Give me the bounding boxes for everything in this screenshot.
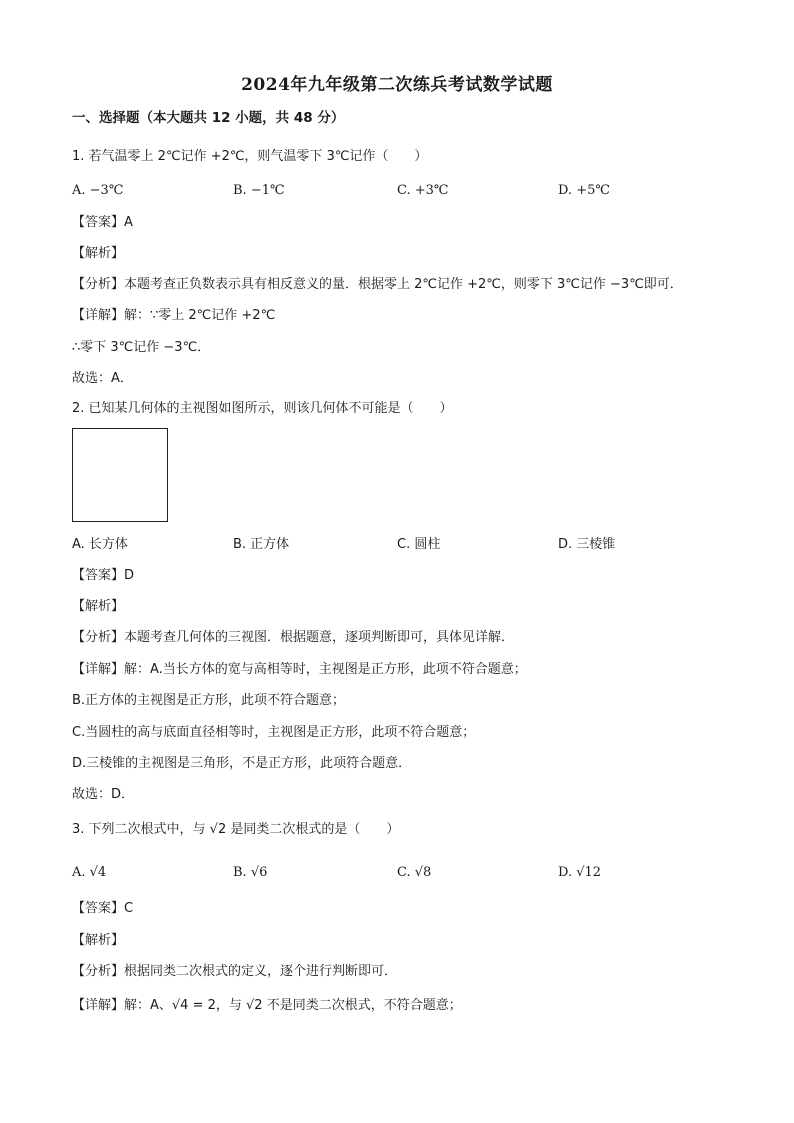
q2-analysis: 【分析】本题考查几何体的三视图．根据题意，逐项判断即可，具体见详解．: [72, 630, 515, 645]
q1-detail: 【详解】解：∵零上 2℃记作 +2℃: [72, 308, 276, 323]
front-view-square-figure: [72, 428, 168, 522]
q3-option-a: A. √4: [72, 865, 107, 880]
page-title: 2024年九年级第二次练兵考试数学试题: [241, 75, 553, 95]
q1-answer: 【答案】A: [72, 215, 133, 230]
q3-answer: 【答案】C: [72, 901, 134, 916]
q2-detail-c: C.当圆柱的高与底面直径相等时，主视图是正方形，此项不符合题意；: [72, 725, 476, 740]
question-2-stem: 2. 已知某几何体的主视图如图所示，则该几何体不可能是（ ）: [72, 401, 453, 416]
question-1-stem: 1. 若气温零上 2℃记作 +2℃，则气温零下 3℃记作（ ）: [72, 149, 428, 164]
q2-detail-d: D.三棱锥的主视图是三角形，不是正方形，此项符合题意．: [72, 756, 412, 771]
q2-option-c: C. 圆柱: [397, 537, 441, 552]
q3-analysis: 【分析】根据同类二次根式的定义，逐个进行判断即可．: [72, 964, 398, 979]
q1-detail-2: ∴零下 3℃记作 −3℃．: [72, 340, 211, 355]
q2-option-b: B. 正方体: [233, 537, 290, 552]
q2-analysis-label: 【解析】: [72, 599, 125, 614]
q1-option-b: B. −1℃: [233, 183, 285, 198]
q1-analysis: 【分析】本题考查正负数表示具有相反意义的量．根据零上 2℃记作 +2℃，则零下 3℃记作 −3℃即可．: [72, 277, 683, 292]
q1-analysis-label: 【解析】: [72, 246, 125, 261]
q2-answer: 【答案】D: [72, 568, 135, 583]
q1-option-c: C. +3℃: [397, 183, 449, 198]
q1-option-a: A. −3℃: [72, 183, 124, 198]
section-heading: 一、选择题（本大题共 12 小题，共 48 分）: [72, 110, 345, 126]
q3-detail: 【详解】解：A、√4 = 2，与 √2 不是同类二次根式，不符合题意；: [72, 998, 462, 1013]
q2-detail-b: B.正方体的主视图是正方形，此项不符合题意；: [72, 693, 346, 708]
q3-option-b: B. √6: [233, 865, 268, 880]
q2-detail: 【详解】解：A.当长方体的宽与高相等时，主视图是正方形，此项不符合题意；: [72, 662, 527, 677]
q1-option-d: D. +5℃: [558, 183, 610, 198]
q2-option-a: A. 长方体: [72, 537, 128, 552]
q3-option-d: D. √12: [558, 865, 602, 880]
q2-option-d: D. 三棱锥: [558, 537, 616, 552]
q2-choice: 故选：D．: [72, 787, 135, 802]
q1-choice: 故选：A．: [72, 371, 133, 386]
q3-analysis-label: 【解析】: [72, 933, 125, 948]
question-3-stem: 3. 下列二次根式中，与 √2 是同类二次根式的是（ ）: [72, 822, 400, 837]
q3-option-c: C. √8: [397, 865, 432, 880]
